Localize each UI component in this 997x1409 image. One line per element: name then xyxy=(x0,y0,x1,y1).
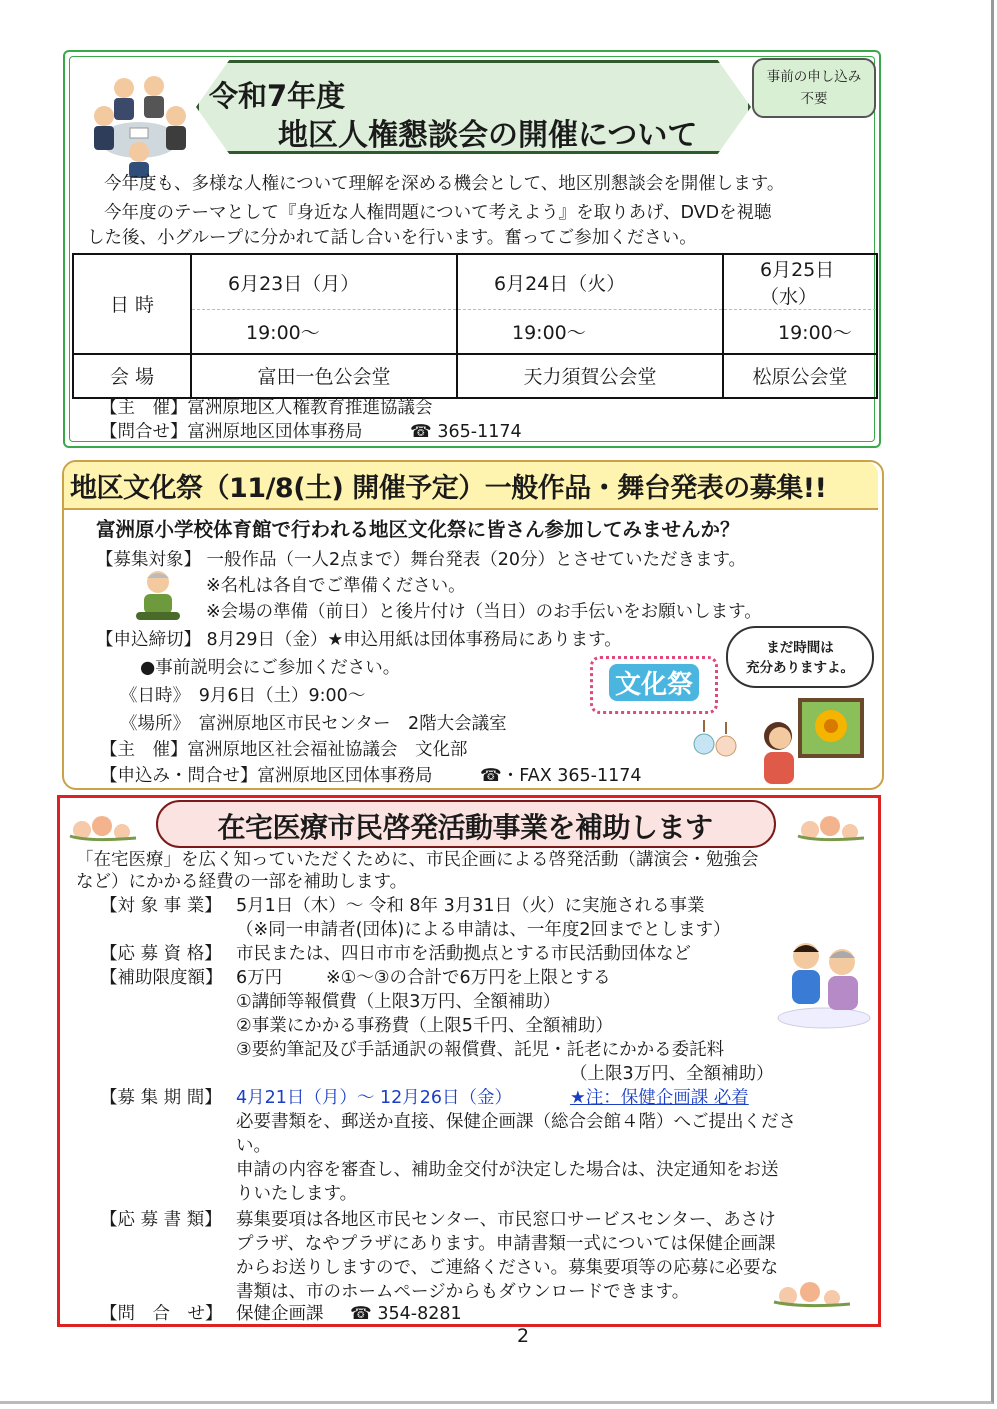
contact-phone: ☎ 365-1174 xyxy=(410,422,522,442)
docs-text2: プラザ、なやプラザにあります。申請書類一式については保健企画課 xyxy=(236,1234,776,1254)
limit-item3b: （上限3万円、全額補助） xyxy=(570,1064,774,1084)
festival-note2: ※会場の準備（前日）と後片付け（当日）のお手伝いをお願いします。 xyxy=(206,602,762,622)
festival-sign xyxy=(590,656,718,714)
limit-item2: ②事業にかかる事務費（上限5千円、全額補助） xyxy=(236,1016,613,1036)
medical-intro1: 「在宅医療」を広く知っていただくために、市民企画による啓発活動（講演会・勉強会 xyxy=(76,850,759,870)
date-cell: 6月23日（月） xyxy=(191,254,457,310)
festival-contact: 【申込み・問合せ】富洲原地区団体事務局 xyxy=(100,766,433,786)
caregiver-elderly-icon xyxy=(776,934,872,1030)
qual-text: 市民または、四日市市を活動拠点とする市民活動団体など xyxy=(236,944,691,964)
time-cell: 19:00～ xyxy=(723,310,877,354)
elderly-man-icon xyxy=(130,566,186,622)
intro-text-1: 今年度も、多様な人権について理解を深める機会として、地区別懇談会を開催します。 xyxy=(104,174,785,194)
festival-deadline: 【申込締切】 8月29日（金）★申込用紙は団体事務局にあります。 xyxy=(96,630,622,650)
host-text: 【主 催】富洲原地区人権教育推進協議会 xyxy=(100,398,433,418)
festival-sign-text: 文化祭 xyxy=(609,664,699,701)
bubble-line1: 事前の申し込み xyxy=(766,69,862,85)
title-line1: 令和7年度 xyxy=(209,79,346,113)
limit-label: 【補助限度額】 xyxy=(100,968,223,988)
contact-text: 【問合せ】富洲原地区団体事務局 xyxy=(100,422,363,442)
docs-text4: 書類は、市のホームページからもダウンロードできます。 xyxy=(236,1282,690,1302)
submit-text2: い。 xyxy=(236,1136,271,1156)
flower-decoration-icon xyxy=(68,812,138,846)
title-line2: 地区人権懇談会の開催について xyxy=(278,118,698,153)
limit-amount: 6万円 xyxy=(236,968,283,988)
submit-text1: 必要書類を、郵送か直接、保健企画課（総合会館４階）へご提出くださ xyxy=(236,1112,796,1132)
cloud-line1: まだ時間は xyxy=(766,640,834,656)
docs-text1: 募集要項は各地区市民センター、市民窓口サービスセンター、あさけ xyxy=(236,1210,776,1230)
flower-decoration-icon xyxy=(772,1278,852,1312)
festival-title: 地区文化祭（11/8(土) 開催予定）一般作品・舞台発表の募集!! xyxy=(70,473,827,504)
limit-item1: ①講師等報償費（上限3万円、全額補助） xyxy=(236,992,561,1012)
target-text2: （※同一申請者(団体)による申請は、一年度2回までとします） xyxy=(236,920,731,940)
period-note: ★注：保健企画課 必着 xyxy=(570,1088,749,1108)
qual-label: 【応 募 資 格】 xyxy=(100,944,222,964)
time-cell: 19:00～ xyxy=(191,310,457,354)
limit-note: ※①～③の合計で6万円を上限とする xyxy=(326,968,611,988)
ornament-icon xyxy=(692,714,740,764)
medical-contact-phone: ☎ 354-8281 xyxy=(350,1304,462,1324)
period-label: 【募 集 期 間】 xyxy=(100,1088,222,1108)
venue-cell: 松原公会堂 xyxy=(723,354,877,398)
review-text2: りいたします。 xyxy=(236,1184,358,1204)
festival-headline: 富洲原小学校体育館で行われる地区文化祭に皆さん参加してみませんか？ xyxy=(96,518,740,541)
cloud-line2: 充分ありますよ。 xyxy=(746,660,854,676)
speech-cloud xyxy=(726,626,874,688)
venue-cell: 天力須賀公会堂 xyxy=(457,354,723,398)
date-cell: 6月24日（火） xyxy=(457,254,723,310)
medical-title: 在宅医療市民啓発活動事業を補助します xyxy=(217,811,713,844)
festival-host: 【主 催】富洲原地区社会福祉協議会 文化部 xyxy=(100,740,468,760)
no-registration-bubble xyxy=(752,58,876,118)
festival-target: 【募集対象】 一般作品（一人2点まで）舞台発表（20分）とさせていただきます。 xyxy=(96,550,747,570)
target-text1: 5月1日（木）～ 令和 8年 3月31日（火）に実施される事業 xyxy=(236,896,705,916)
briefing-place: 《場所》 富洲原地区市民センター 2階大会議室 xyxy=(120,714,507,734)
medical-contact: 保健企画課 xyxy=(236,1304,324,1324)
intro-text-3: した後、小グループに分かれて話し合いを行います。奮ってご参加ください。 xyxy=(87,228,697,248)
medical-intro2: など）にかかる経費の一部を補助します。 xyxy=(76,872,408,892)
page-number: 2 xyxy=(517,1325,530,1347)
schedule-table xyxy=(72,253,878,399)
briefing-date: 《日時》 9月6日（土）9:00～ xyxy=(120,686,366,706)
limit-item3: ③要約筆記及び手話通訳の報償費、託児・託老にかかる委託料 xyxy=(236,1040,725,1060)
flower-decoration-icon xyxy=(796,812,866,846)
bubble-line2: 不要 xyxy=(800,91,828,107)
date-label-cell: 日 時 xyxy=(73,254,191,354)
festival-contact-phone: ☎・FAX 365-1174 xyxy=(480,766,642,786)
festival-briefing: ●事前説明会にご参加ください。 xyxy=(140,658,401,678)
festival-note1: ※名札は各自でご準備ください。 xyxy=(206,576,466,596)
docs-label: 【応 募 書 類】 xyxy=(100,1210,222,1230)
date-cell: 6月25日（水） xyxy=(723,254,877,310)
docs-text3: からお送りしますので、ご連絡ください。募集要項等の応募に必要な xyxy=(236,1258,779,1278)
girl-with-painting-icon xyxy=(756,698,866,784)
target-label: 【対 象 事 業】 xyxy=(100,896,222,916)
venue-cell: 富田一色公会堂 xyxy=(191,354,457,398)
medical-contact-label: 【問 合 せ】 xyxy=(100,1304,223,1324)
venue-label-cell: 会 場 xyxy=(73,354,191,398)
time-cell: 19:00～ xyxy=(457,310,723,354)
period-text: 4月21日（月）～ 12月26日（金） xyxy=(236,1088,513,1108)
intro-text-2: 今年度のテーマとして『身近な人権問題について考えよう』を取りあげ、DVDを視聴 xyxy=(104,203,772,223)
meeting-people-icon xyxy=(84,66,194,178)
review-text1: 申請の内容を審査し、補助金交付が決定した場合は、決定通知をお送 xyxy=(236,1160,779,1180)
